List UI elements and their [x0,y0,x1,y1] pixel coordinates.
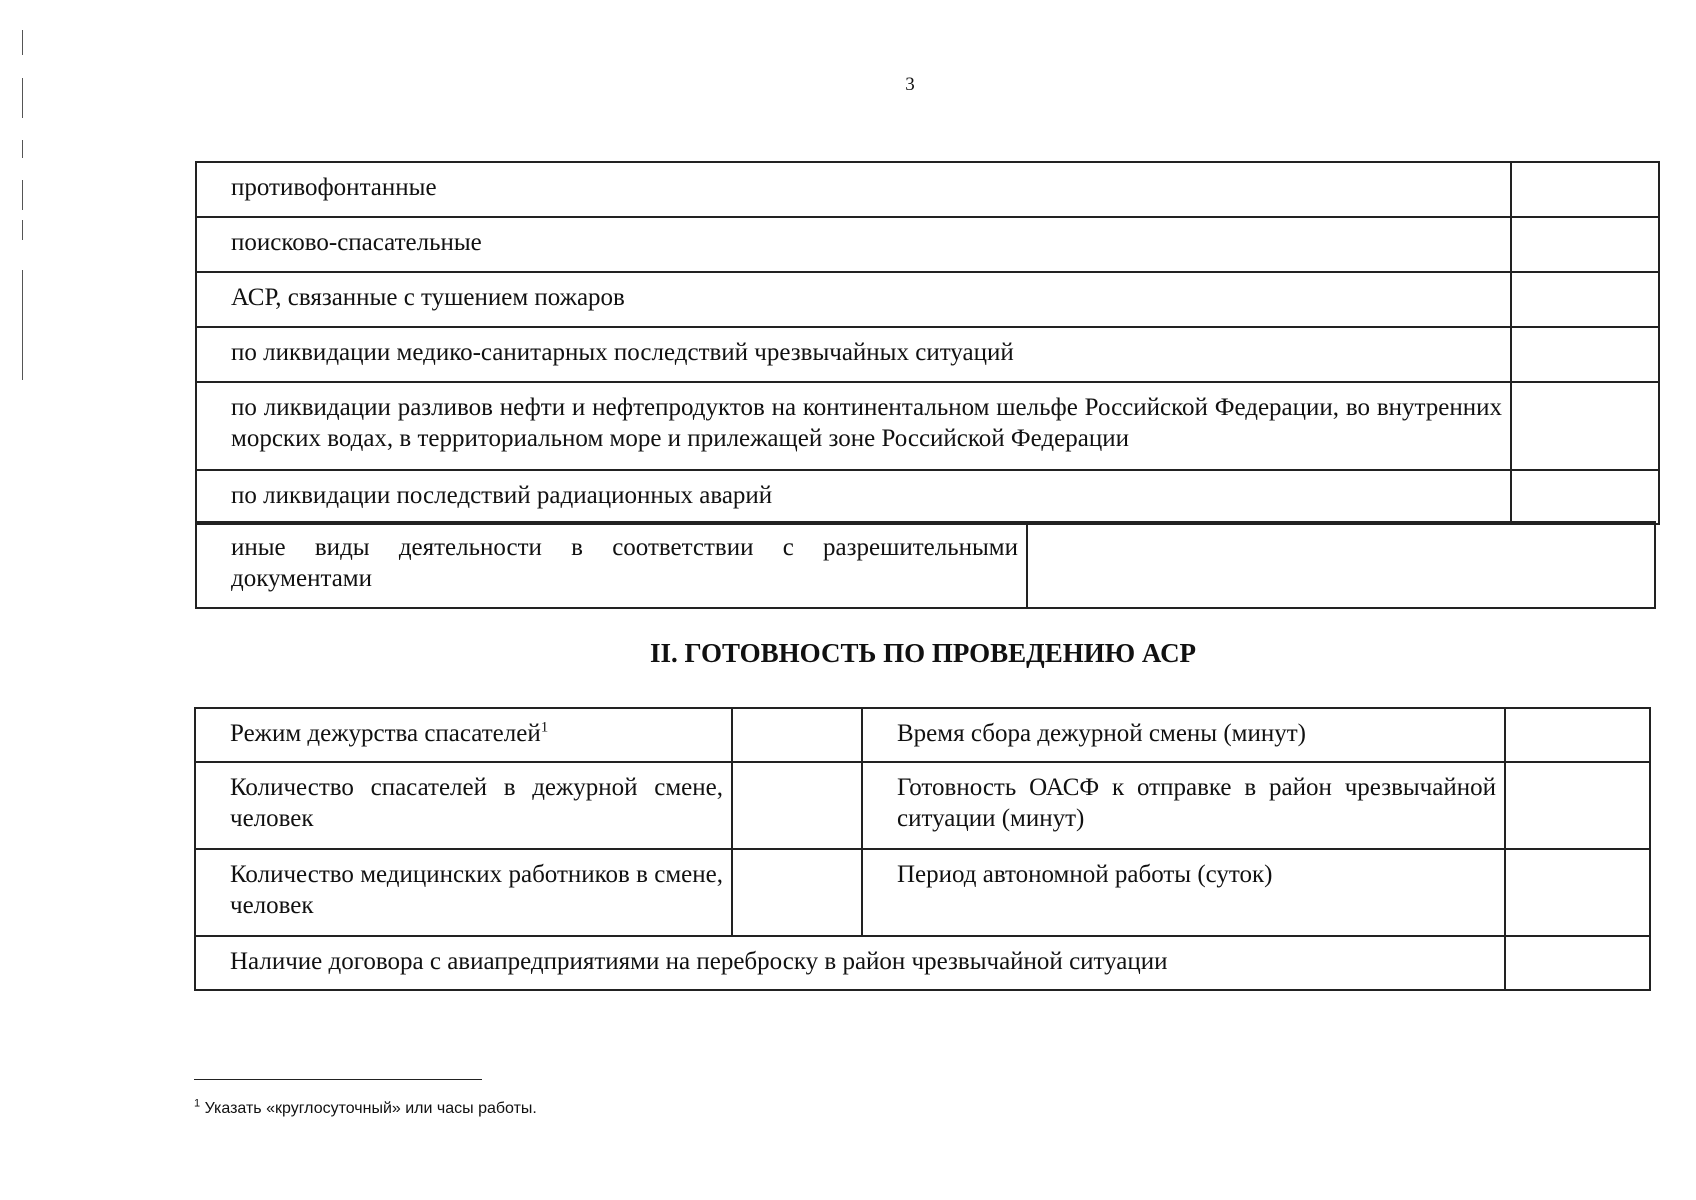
value-cell[interactable] [1511,162,1659,217]
section-title: II. ГОТОВНОСТЬ ПО ПРОВЕДЕНИЮ АСР [649,638,1197,668]
table-row [196,470,1659,524]
scan-edge-mark [22,270,23,380]
activity-label: АСР, связанные с тушением пожаров [196,272,1511,327]
table-row [195,849,1650,936]
value-cell[interactable] [1511,382,1659,470]
value-cell[interactable] [1511,272,1659,327]
activity-label: по ликвидации последствий радиационных аварий [196,470,1511,524]
readiness-table [194,707,1651,991]
dispatch-readiness-label: Готовность ОАСФ к отправке в район чрезвычайной ситуации (минут) [862,762,1505,849]
scan-edge-mark [22,180,23,210]
footnote-ref: 1 [540,719,549,736]
activity-label: противофонтанные [196,162,1511,217]
value-cell[interactable] [1511,217,1659,272]
value-cell[interactable] [1511,470,1659,524]
activity-label: иные виды деятельности в соответствии с разрешительными документами [196,522,1027,608]
value-cell[interactable] [1505,708,1650,762]
rescuers-count-label: Количество спасателей в дежурной смене, человек [195,762,732,849]
activities-table-last-row [195,521,1656,609]
table-row [196,217,1659,272]
value-cell[interactable] [1027,522,1655,608]
aviation-contract-label: Наличие договора с авиапредприятиями на переброску в район чрезвычайной ситуации [195,936,1505,990]
table-row [196,162,1659,217]
activities-table [195,161,1660,525]
footnote-number: 1 [194,1097,201,1110]
duty-mode-label: Режим дежурства спасателей$^1$ [195,708,732,762]
value-cell[interactable] [732,708,862,762]
table-row [195,708,1650,762]
value-cell[interactable] [1511,327,1659,382]
value-cell[interactable] [1505,849,1650,936]
activity-label: по ликвидации разливов нефти и нефтепродуктов на континентальном шельфе Российской Федерации, во внутренних морских водах, в территориальном море и прилежащей зоне Российской Федерации [196,382,1511,470]
activity-label: поисково-спасательные [196,217,1511,272]
page-number: 3 [905,74,915,95]
scan-edge-mark [22,220,23,240]
table-row [196,327,1659,382]
activity-label: по ликвидации медико-санитарных последствий чрезвычайных ситуаций [196,327,1511,382]
value-cell[interactable] [1505,762,1650,849]
table-row [196,272,1659,327]
footnote-divider [194,1079,482,1080]
scan-edge-mark [22,30,23,55]
autonomy-period-label: Период автономной работы (суток) [862,849,1505,936]
value-cell[interactable] [1505,936,1650,990]
scan-edge-mark [22,140,23,158]
footnote [194,1097,537,1118]
medics-count-label: Количество медицинских работников в смене, человек [195,849,732,936]
table-row [195,762,1650,849]
footnote-text: Указать «круглосуточный» или часы работы. [200,1100,537,1117]
table-row [196,522,1655,608]
table-row [196,382,1659,470]
value-cell[interactable] [732,849,862,936]
table-row [195,936,1650,990]
value-cell[interactable] [732,762,862,849]
shift-assembly-time-label: Время сбора дежурной смены (минут) [862,708,1505,762]
